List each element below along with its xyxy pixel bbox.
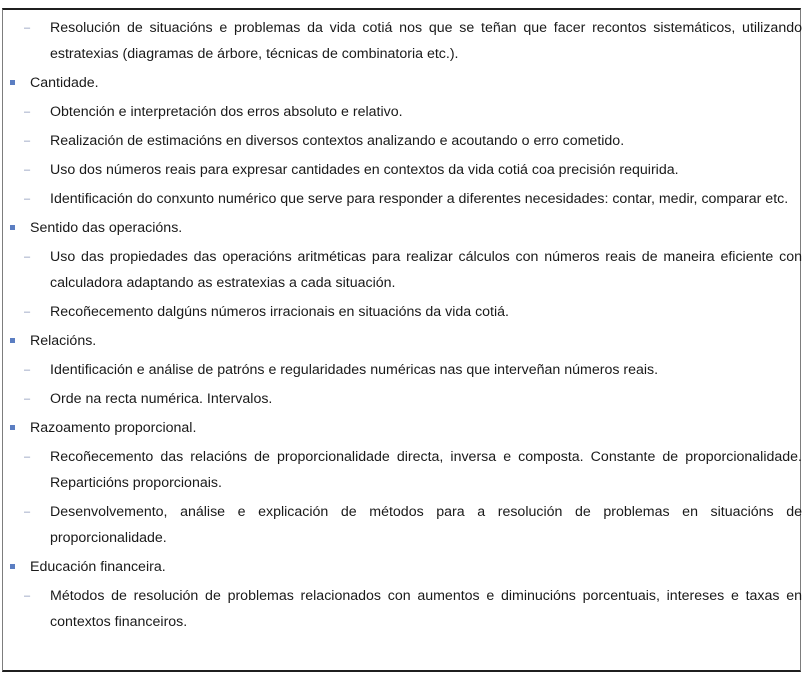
square-bullet-icon xyxy=(10,328,30,354)
dash-bullet-icon: – xyxy=(24,135,31,147)
list-item xyxy=(3,15,800,67)
list-item xyxy=(3,444,800,496)
section-heading xyxy=(3,70,800,96)
square-bullet-icon xyxy=(10,415,30,441)
section-heading-text: Sentido das operacións. xyxy=(30,220,183,236)
section-heading-text: Cantidade. xyxy=(30,75,99,91)
list-item-text: Uso dos números reais para expresar cantidades en contextos da vida cotiá coa precisión requirida. xyxy=(50,162,679,178)
list-item-text: Realización de estimacións en diversos contextos analizando e acoutando o erro cometido. xyxy=(50,133,625,149)
list-item xyxy=(3,386,800,412)
dash-bullet-icon: – xyxy=(24,164,31,176)
section-heading xyxy=(3,328,800,354)
section-heading-text: Relacións. xyxy=(30,333,97,349)
list-item-text: Recoñecemento das relacións de proporcionalidade directa, inversa e composta. Constante de proporcionalidade. Reparticións proporcionais. xyxy=(50,449,802,491)
square-bullet-icon xyxy=(10,215,30,241)
list-item xyxy=(3,583,800,635)
dash-bullet-icon: – xyxy=(24,590,31,602)
section-heading-text: Educación financeira. xyxy=(30,559,166,575)
section-heading xyxy=(3,215,800,241)
dash-bullet-icon: – xyxy=(24,393,31,405)
document-frame xyxy=(2,8,801,672)
dash-bullet-icon: – xyxy=(24,22,31,34)
list-item-text: Uso das propiedades das operacións aritméticas para realizar cálculos con números reais de maneira eficiente con calculadora adaptando as estratexias a cada situación. xyxy=(50,249,802,291)
list-item-text: Métodos de resolución de problemas relacionados con aumentos e diminucións porcentuais, intereses e taxas en contextos financeiros. xyxy=(50,588,802,630)
square-bullet-icon xyxy=(10,70,30,96)
list-item-text: Orde na recta numérica. Intervalos. xyxy=(50,391,273,407)
list-item xyxy=(3,157,800,183)
section-heading-text: Razoamento proporcional. xyxy=(30,420,197,436)
list-item xyxy=(3,499,800,551)
list-item xyxy=(3,186,800,212)
list-item-text: Obtención e interpretación dos erros absoluto e relativo. xyxy=(50,104,403,120)
content-list xyxy=(3,15,800,638)
list-item xyxy=(3,128,800,154)
list-item-text: Desenvolvemento, análise e explicación de métodos para a resolución de problemas en situacións de proporcionalidade. xyxy=(50,504,802,546)
list-item xyxy=(3,357,800,383)
section-heading xyxy=(3,554,800,580)
list-item-text: Identificación do conxunto numérico que serve para responder a diferentes necesidades: contar, medir, comparar etc. xyxy=(50,191,789,207)
list-item-text: Resolución de situacións e problemas da vida cotiá nos que se teñan que facer recontos sistemáticos, utilizando estratexias (diagramas de árbore, técnicas de combinatoria etc.). xyxy=(50,20,802,62)
list-item-text: Identificación e análise de patróns e regularidades numéricas nas que interveñan números reais. xyxy=(50,362,659,378)
dash-bullet-icon: – xyxy=(24,251,31,263)
dash-bullet-icon: – xyxy=(24,106,31,118)
dash-bullet-icon: – xyxy=(24,193,31,205)
section-heading xyxy=(3,415,800,441)
dash-bullet-icon: – xyxy=(24,506,31,518)
dash-bullet-icon: – xyxy=(24,306,31,318)
list-item xyxy=(3,299,800,325)
list-item xyxy=(3,99,800,125)
list-item xyxy=(3,244,800,296)
dash-bullet-icon: – xyxy=(24,364,31,376)
dash-bullet-icon: – xyxy=(24,451,31,463)
square-bullet-icon xyxy=(10,554,30,580)
list-item-text: Recoñecemento dalgúns números irracionais en situacións da vida cotiá. xyxy=(50,304,509,320)
